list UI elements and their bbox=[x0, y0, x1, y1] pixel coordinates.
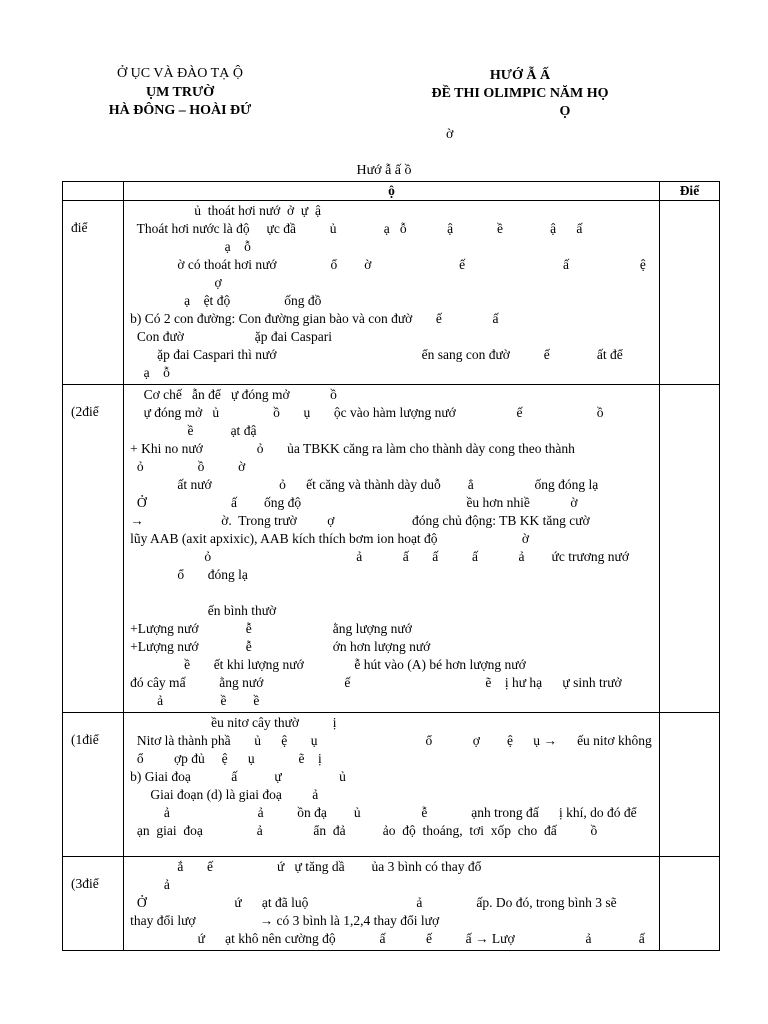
answer-line: ả bbox=[130, 877, 170, 892]
answer-line: ất nướ ỏ ết căng và thành dày duỗ ẳ ống đóng lạ bbox=[130, 477, 599, 492]
answer-content-cell bbox=[124, 385, 660, 713]
answer-line: Ở ứ ạt đã luộ ả ấp. Do đó, trong bình 3 sẽ bbox=[130, 895, 617, 910]
answer-line: ạ ỗ bbox=[130, 239, 251, 254]
answer-content-cell bbox=[124, 201, 660, 385]
question-score-label: (3điể bbox=[63, 857, 124, 951]
answer-line: ợ bbox=[130, 275, 222, 290]
doc-title-line-4: ờ bbox=[446, 127, 454, 142]
table-row bbox=[63, 713, 720, 857]
school-dept-line-3: HÀ ĐÔNG – HOÀI ĐỨ bbox=[108, 103, 252, 118]
answer-line: Nitơ là thành phầ ủ ệ ụ ổ ợ ệ ụ → ếu nitơ không bbox=[130, 733, 652, 748]
table-body bbox=[63, 201, 720, 951]
answer-line: đó cây mấ ằng nướ ế ẽ ị hư hạ ự sinh trưở bbox=[130, 675, 622, 690]
answer-line: → ờ. Trong trườ ợ đóng chủ động: TB KK tăng cườ bbox=[130, 513, 590, 528]
table-row bbox=[63, 385, 720, 713]
answer-line: Con đườ ặp đai Caspari bbox=[130, 329, 333, 344]
header-question-cell bbox=[63, 182, 124, 201]
answer-line: ạn giai đoạ ả ẩn đả ảo độ thoáng, tơi xốp cho đấ ồ bbox=[130, 823, 598, 838]
answer-line: ến bình thườ bbox=[130, 603, 277, 618]
answer-line: b) Giai đoạ ấ ự ủ bbox=[130, 769, 346, 784]
answer-line: ỏ ả ấ ấ ấ ả ức trương nướ bbox=[130, 549, 630, 564]
answer-line: ạ ỗ bbox=[130, 365, 170, 380]
answer-line: +Lượng nướ ễ ằng lượng nướ bbox=[130, 621, 412, 636]
answer-line: ự đóng mở ủ ồ ụ ộc vào hàm lượng nướ ế ồ bbox=[130, 405, 604, 420]
answer-table bbox=[62, 181, 720, 951]
answer-line: ả ề ề bbox=[130, 693, 260, 708]
score-cell bbox=[659, 385, 719, 713]
question-score-label: (1điể bbox=[63, 713, 124, 857]
answer-line: ủ thoát hơi nướ ở ự ậ bbox=[130, 203, 321, 218]
answer-line: ờ có thoát hơi nướ ổ ờ ế ấ ệ bbox=[130, 257, 646, 272]
answer-content-cell bbox=[124, 857, 660, 951]
doc-title-line-2: ĐỀ THI OLIMPIC NĂM HỌ bbox=[431, 86, 609, 101]
score-cell bbox=[659, 713, 719, 857]
answer-line: ả ả ồn đạ ủ ễ ạnh trong đấ ị khí, do đó để bbox=[130, 805, 637, 820]
table-row bbox=[63, 201, 720, 385]
answer-line: ề ạt đậ bbox=[130, 423, 257, 438]
answer-line: Thoát hơi nước là độ ực đầ ủ ạ ỗ ậ ề ậ ấ bbox=[130, 221, 583, 236]
answer-line: Giai đoạn (d) là giai đoạ ả bbox=[130, 787, 319, 802]
table-header-row bbox=[63, 182, 720, 201]
answer-line: +Lượng nướ ễ ớn hơn lượng nướ bbox=[130, 639, 431, 654]
answer-line: Cơ chế ẫn để ự đóng mở ồ bbox=[130, 387, 337, 402]
answer-line: Ở ấ ống độ ều hơn nhiề ờ bbox=[130, 495, 578, 510]
header-score-cell: Điể bbox=[659, 182, 719, 201]
doc-title-line-3: Ọ bbox=[559, 104, 571, 119]
answer-line: ắ ế ứ ự tăng dầ ủa 3 bình có thay đổ bbox=[130, 859, 482, 874]
answer-line: ề ết khi lượng nướ ễ hút vào (A) bé hơn lượng nướ bbox=[130, 657, 526, 672]
answer-guide-caption: Hướ ẫ ấ ồ bbox=[356, 163, 412, 178]
score-cell bbox=[659, 857, 719, 951]
answer-line: + Khi no nướ ỏ ủa TBKK căng ra làm cho thành dày cong theo thành bbox=[130, 441, 575, 456]
answer-line: ổ đóng lạ bbox=[130, 567, 248, 582]
score-cell bbox=[659, 201, 719, 385]
answer-line: ổ ợp đủ ệ ụ ẽ ị bbox=[130, 751, 322, 766]
answer-line: ều nitơ cây thườ ị bbox=[130, 715, 337, 730]
answer-line: lũy AAB (axit apxixic), AAB kích thích bơm ion hoạt độ ờ bbox=[130, 531, 530, 546]
answer-line bbox=[130, 584, 653, 602]
question-score-label: (2điể bbox=[63, 385, 124, 713]
answer-line: ạ ệt độ ống đồ bbox=[130, 293, 322, 308]
answer-content-cell bbox=[124, 713, 660, 857]
school-dept-line-1: Ở ỤC VÀ ĐÀO TẠ Ộ bbox=[117, 66, 243, 81]
table-row bbox=[63, 857, 720, 951]
answer-line: ặp đai Caspari thì nướ ển sang con đườ ế ất để bbox=[130, 347, 623, 362]
answer-line: thay đổi lượ → có 3 bình là 1,2,4 thay đổi lượ bbox=[130, 913, 440, 928]
answer-line: ứ ạt khô nên cường độ ấ ế ấ → Lượ ả ấ bbox=[130, 931, 645, 946]
doc-title-line-1: HƯỚ Ẫ Ấ bbox=[489, 68, 551, 83]
header-content-cell: ộ bbox=[124, 182, 660, 201]
answer-line: b) Có 2 con đường: Con đường gian bào và con đườ ế ấ bbox=[130, 311, 499, 326]
answer-line: ỏ ồ ờ bbox=[130, 459, 246, 474]
question-score-label: điể bbox=[63, 201, 124, 385]
school-dept-line-2: ỤM TRƯỜ bbox=[145, 85, 215, 100]
